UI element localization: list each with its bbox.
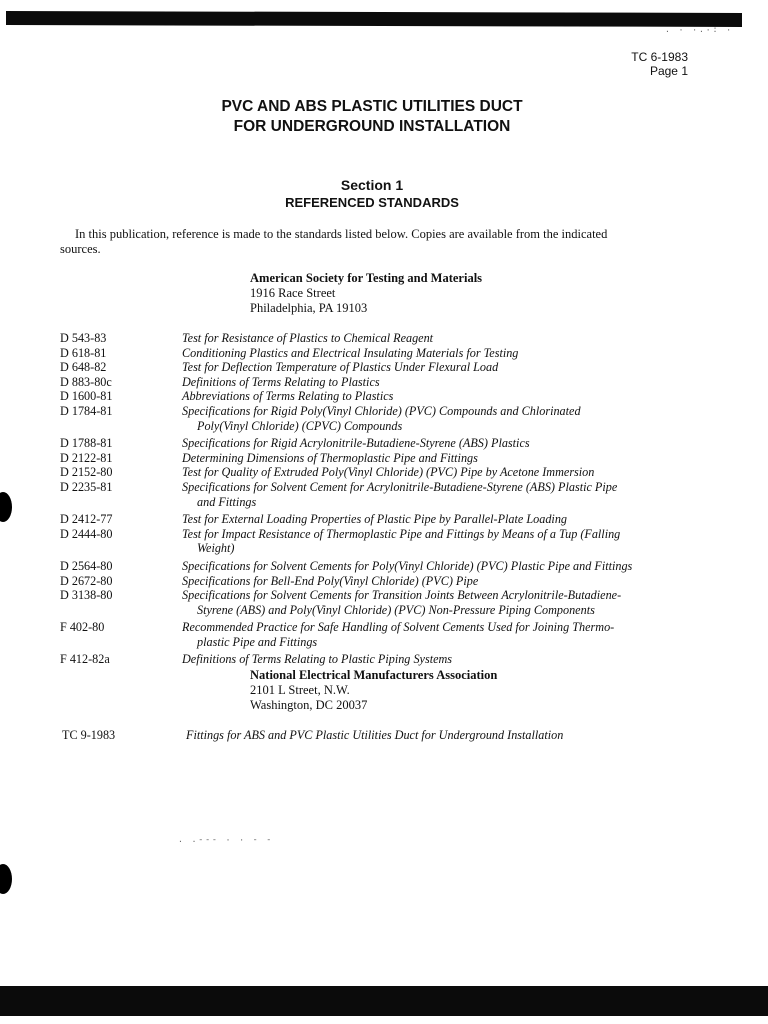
standard-code: F 402-80	[60, 620, 105, 635]
astm-name: American Society for Testing and Materials	[250, 271, 483, 285]
standard-row	[60, 465, 700, 480]
standard-code: D 618-81	[60, 345, 107, 360]
astm-street: 1916 Race Street	[250, 286, 336, 300]
standard-code: D 1788-81	[60, 436, 113, 451]
standard-title: Specifications for Rigid Poly(Vinyl Chloride) (PVC) Compounds and Chlorinated Poly(Vinyl Chloride) (CPVC) Compounds	[182, 403, 581, 433]
standard-code: D 2564-80	[60, 558, 113, 573]
standard-title: Definitions of Terms Relating to Plastic Piping Systems	[182, 652, 453, 667]
standard-code: D 3138-80	[60, 588, 113, 603]
standard-title: Test for Deflection Temperature of Plastics Under Flexural Load	[182, 360, 499, 375]
section-heading	[0, 177, 744, 211]
standard-row	[60, 346, 700, 361]
scan-border-bottom	[0, 986, 768, 1016]
standard-row	[60, 436, 700, 451]
standard-title: Abbreviations of Terms Relating to Plastics	[182, 389, 394, 404]
standard-title: Recommended Practice for Safe Handling of Solvent Cements Used for Joining Thermo- plastic Pipe and Fittings	[182, 620, 615, 649]
standard-row	[60, 588, 700, 617]
scan-noise: . .--- · · - -	[178, 836, 274, 845]
standard-row	[60, 559, 700, 574]
scan-border-top	[6, 11, 742, 27]
standard-row	[60, 375, 700, 390]
standard-row	[60, 331, 700, 346]
punch-hole-upper	[0, 492, 12, 522]
section-name: REFERENCED STANDARDS	[285, 195, 459, 210]
intro-line-1: In this publication, reference is made to the standards listed below. Copies are available from the indicated	[75, 227, 608, 241]
standard-code: D 2152-80	[60, 465, 113, 480]
standard-title: Fittings for ABS and PVC Plastic Utilities Duct for Underground Installation	[186, 728, 564, 742]
standard-code: D 1784-81	[60, 403, 113, 418]
standard-code: D 2672-80	[60, 573, 113, 588]
standard-row	[60, 404, 700, 433]
astm-address	[250, 271, 482, 316]
section-number: Section 1	[340, 177, 404, 193]
document-number: TC 6-1983	[631, 50, 688, 64]
standard-code: D 2235-81	[60, 479, 113, 494]
scan-noise: . · ·.·: ·	[665, 26, 734, 35]
standard-code: TC 9-1983	[62, 728, 116, 742]
title-line-2: FOR UNDERGROUND INSTALLATION	[233, 118, 511, 135]
standard-code: F 412-82a	[60, 652, 110, 667]
nema-standard-row	[62, 728, 702, 743]
standard-code: D 883-80c	[60, 374, 112, 389]
standard-title: Determining Dimensions of Thermoplastic Pipe and Fittings	[182, 450, 478, 465]
standard-title: Specifications for Bell-End Poly(Vinyl Chloride) (PVC) Pipe	[182, 573, 479, 588]
standard-row	[60, 389, 700, 404]
nema-address	[250, 668, 497, 713]
standard-row	[60, 527, 700, 556]
standard-title: Specifications for Rigid Acrylonitrile-Butadiene-Styrene (ABS) Plastics	[182, 436, 530, 451]
standard-row	[60, 360, 700, 375]
standard-row	[60, 512, 700, 527]
document-title	[0, 97, 744, 137]
intro-line-2: sources.	[60, 242, 101, 256]
standard-row	[60, 652, 700, 667]
standard-title: Test for External Loading Properties of Plastic Pipe by Parallel-Plate Loading	[182, 512, 568, 527]
standard-row	[60, 451, 700, 466]
standard-code: D 2412-77	[60, 512, 113, 527]
standard-code: D 1600-81	[60, 389, 113, 404]
nema-name: National Electrical Manufacturers Association	[250, 668, 498, 682]
standard-code: D 2122-81	[60, 450, 113, 465]
standard-title: Specifications for Solvent Cements for Poly(Vinyl Chloride) (PVC) Plastic Pipe and Fittings	[182, 558, 633, 573]
standard-code: D 543-83	[60, 331, 107, 345]
standard-row	[60, 620, 700, 649]
standard-title: Specifications for Solvent Cements for Transition Joints Between Acrylonitrile-Butadiene- Styrene (ABS) and Poly(Vinyl Chloride) (PVC) Non-Pressure Piping Components	[182, 588, 622, 617]
astm-city: Philadelphia, PA 19103	[250, 301, 368, 315]
title-line-1: PVC AND ABS PLASTIC UTILITIES DUCT	[221, 98, 523, 115]
standard-title: Definitions of Terms Relating to Plastics	[182, 374, 380, 389]
intro-paragraph	[60, 227, 690, 257]
standard-code: D 2444-80	[60, 526, 113, 541]
standard-title: Test for Resistance of Plastics to Chemical Reagent	[182, 331, 434, 345]
standard-code: D 648-82	[60, 360, 107, 375]
nema-city: Washington, DC 20037	[250, 698, 368, 712]
document-reference	[631, 50, 688, 78]
nema-street: 2101 L Street, N.W.	[250, 683, 350, 697]
punch-hole-lower	[0, 864, 12, 894]
standard-row	[60, 480, 700, 509]
standard-title: Conditioning Plastics and Electrical Insulating Materials for Testing	[182, 345, 519, 360]
standards-list	[60, 331, 700, 667]
standard-title: Test for Quality of Extruded Poly(Vinyl Chloride) (PVC) Pipe by Acetone Immersion	[182, 465, 595, 480]
standard-title: Test for Impact Resistance of Thermoplastic Pipe and Fittings by Means of a Tup (Falling Weight)	[182, 526, 621, 556]
standard-title: Specifications for Solvent Cement for Acrylonitrile-Butadiene-Styrene (ABS) Plastic Pipe and Fittings	[182, 479, 618, 509]
page-number: Page 1	[649, 64, 688, 78]
standard-row	[60, 574, 700, 589]
